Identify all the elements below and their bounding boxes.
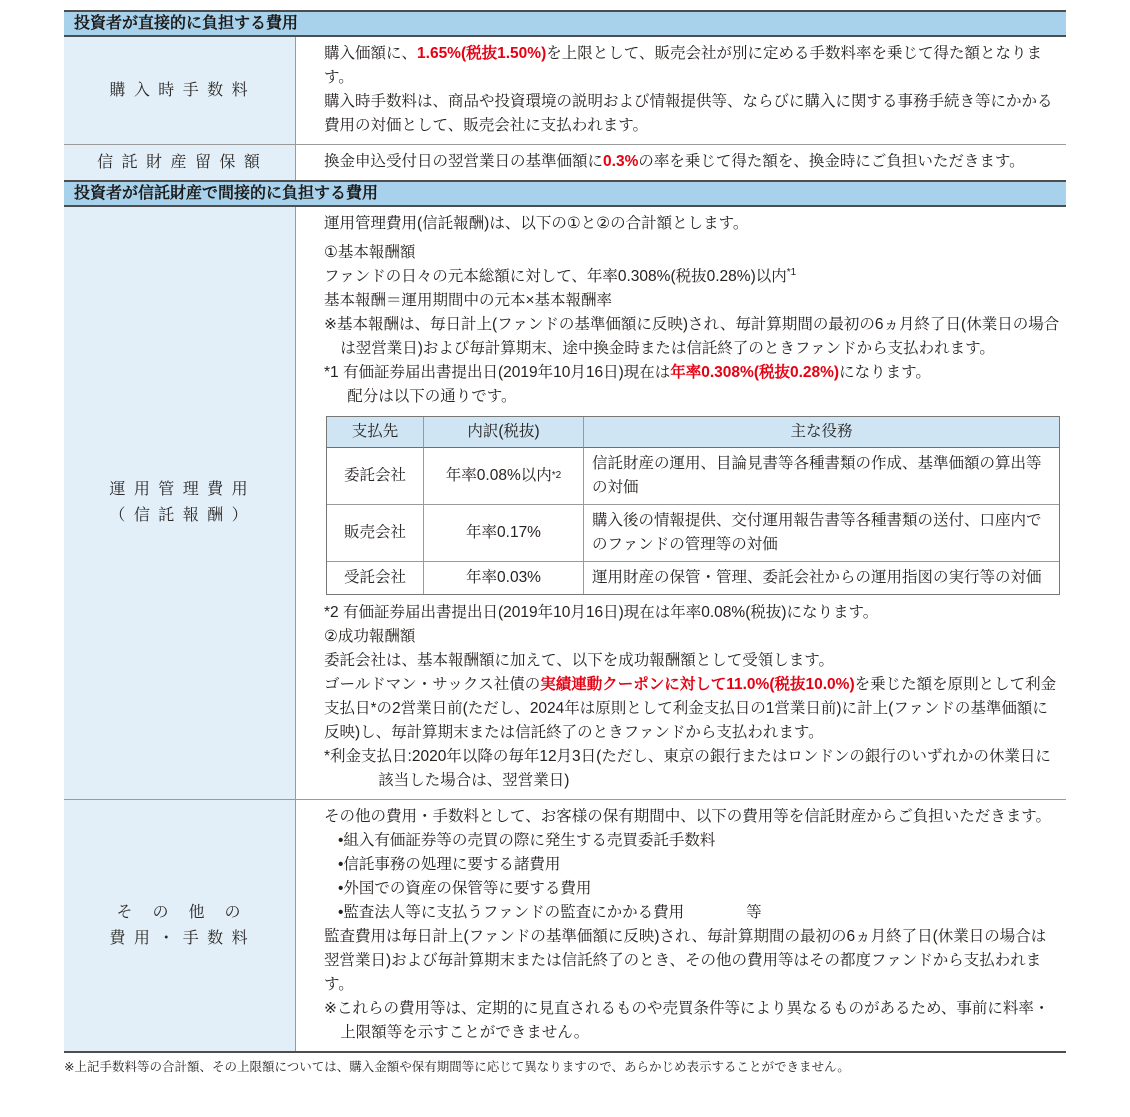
retention-pre: 換金申込受付日の翌営業日の基準価額に: [324, 153, 604, 170]
purchase-fee-p1-pre: 購入価額に、: [324, 45, 418, 62]
row-purchase-fee: [64, 37, 1066, 145]
basic-fee-title: ①基本報酬額: [324, 244, 416, 261]
other-fees-bullet-list: [324, 829, 1056, 925]
success-fee-intro: 委託会社は、基本報酬額に加えて、以下を成功報酬額として受領します。: [324, 652, 834, 669]
breakdown-row3-payee: 受託会社: [327, 562, 424, 594]
management-fee-label-line1: 運 用 管 理 費 用: [109, 481, 250, 498]
purchase-fee-content: [296, 37, 1066, 144]
retention-rate-highlight: 0.3%: [603, 153, 639, 170]
basic-fee-rate-text: ファンドの日々の元本総額に対して、年率0.308%(税抜0.28%)以内: [324, 268, 787, 285]
other-fees-content: [296, 800, 1066, 1051]
purchase-fee-label-text: 購 入 時 手 数 料: [109, 81, 250, 99]
breakdown-header-role: 主な役務: [584, 417, 1059, 448]
other-fees-label-line1: そ の 他 の: [116, 903, 243, 921]
basic-fee-daily-note: ※基本報酬は、毎日計上(ファンドの基準価額に反映)され、毎計算期間の最初の6ヵ月終了日(休業日の場合は翌営業日)および毎計算期末、途中換金時または信託終了のときファンドから支払われます。: [324, 316, 1060, 357]
row-retention-amount: [64, 145, 1066, 180]
section-header-indirect-costs: 投資者が信託財産で間接的に負担する費用: [64, 180, 1066, 207]
footnote-1-rate-highlight: 年率0.308%(税抜0.28%): [670, 364, 840, 381]
breakdown-row2-rate: [424, 505, 584, 562]
breakdown-row3-rate: [424, 562, 584, 594]
breakdown-row3-role: 運用財産の保管・管理、委託会社からの運用指図の実行等の対価: [592, 569, 1042, 586]
other-fees-label-line2: 費 用 ・ 手 数 料: [109, 929, 250, 947]
footnote-1-post: になります。: [839, 364, 931, 381]
basic-fee-rate-footnote-marker: *1: [786, 266, 797, 278]
success-fee-rate-highlight: 実績連動クーポンに対して11.0%(税抜10.0%): [540, 676, 855, 693]
footnote-1-pre: *1 有価証券届出書提出日(2019年10月16日)現在は: [324, 364, 671, 381]
other-fees-label: [64, 800, 296, 1051]
retention-paragraph: [324, 150, 1056, 174]
other-fees-disclaimer: ※これらの費用等は、定期的に見直されるものや売買条件等により異なるものがあるため、事前に料率・上限額等を示すことができません。: [324, 1000, 1050, 1041]
other-fees-bullet-3: •外国での資産の保管等に要する費用: [338, 880, 592, 897]
breakdown-row1-payee: 委託会社: [327, 448, 424, 505]
breakdown-row1-rate: 年率0.08%以内 *2: [424, 448, 584, 505]
breakdown-row2-payee: 販売会社: [327, 505, 424, 562]
fee-table: [64, 10, 1066, 1089]
retention-label: [64, 145, 296, 180]
retention-content: [296, 145, 1066, 180]
breakdown-header-payee: 支払先: [327, 417, 424, 448]
footnote-2: *2 有価証券届出書提出日(2019年10月16日)現在は年率0.08%(税抜)になります。: [324, 604, 879, 621]
breakdown-row3-rate-text: 年率0.03%: [466, 569, 541, 586]
purchase-fee-p1-post: を上限として、販売会社が別に定める手数料率を乗じて得た額となります。: [324, 45, 1042, 86]
section-header-direct-costs: 投資者が直接的に負担する費用: [64, 10, 1066, 37]
management-fee-intro: 運用管理費用(信託報酬)は、以下の①と②の合計額とします。: [324, 215, 749, 232]
breakdown-row1-rate-text: 年率0.08%以内: [445, 467, 552, 484]
basic-fee-rate: [324, 265, 1060, 289]
footnote-1-line2: 配分は以下の通りです。: [347, 388, 517, 405]
fee-breakdown-table: [326, 416, 1060, 595]
breakdown-row1-role: 信託財産の運用、目論見書等各種書類の作成、基準価額の算出等の対価: [584, 448, 1059, 505]
retention-post: の率を乗じて得た額を、換金時にご負担いただきます。: [638, 153, 1025, 170]
other-fees-bullet-2: •信託事務の処理に要する諸費用: [338, 856, 561, 873]
audit-fee-note: 監査費用は毎日計上(ファンドの基準価額に反映)され、毎計算期間の最初の6ヵ月終了日(休業日の場合は翌営業日)および毎計算期末または信託終了のとき、その他の費用等はその都度ファンドから支払われます。: [324, 928, 1047, 993]
success-fee-post: を乗じた額を原則として利金支払日*の2営業日前(ただし、2024年は原則として利金支払日の1営業日前)に計上(ファンドの基準価額に反映)し、毎計算期末または信託終了のときファンドから支払われます。: [324, 676, 1057, 741]
success-fee-title: ②成功報酬額: [324, 628, 416, 645]
row-other-fees: [64, 800, 1066, 1053]
management-fee-label-line2: （ 信 託 報 酬 ）: [109, 507, 250, 524]
retention-label-text: 信 託 財 産 留 保 額: [97, 153, 262, 171]
table-footnote: ※上記手数料等の合計額、その上限額については、購入金額や保有期間等に応じて異なりますので、あらかじめ表示することができません。: [64, 1060, 850, 1074]
other-fees-bullet-4: •監査法人等に支払うファンドの監査にかかる費用 等: [338, 904, 762, 921]
success-fee-paragraph: [324, 673, 1060, 745]
purchase-fee-paragraph-1: [324, 42, 1056, 90]
row-management-fee: [64, 207, 1066, 800]
coupon-payment-date-note: *利金支払日:2020年以降の毎年12月3日(ただし、東京の銀行またはロンドンの銀行のいずれかの休業日に該当した場合は、翌営業日): [324, 748, 1051, 789]
breakdown-header-rate: 内訳(税抜): [424, 417, 584, 448]
breakdown-row2-rate-text: 年率0.17%: [466, 524, 541, 541]
management-fee-content: [296, 207, 1070, 799]
purchase-fee-paragraph-2: 購入時手数料は、商品や投資環境の説明および情報提供等、ならびに購入に関する事務手続き等にかかる費用の対価として、販売会社に支払われます。: [324, 93, 1053, 134]
basic-fee-formula: 基本報酬＝運用期間中の元本×基本報酬率: [324, 292, 613, 309]
other-fees-intro: その他の費用・手数料として、お客様の保有期間中、以下の費用等を信託財産からご負担いただきます。: [324, 808, 1051, 825]
purchase-fee-label: [64, 37, 296, 144]
success-fee-pre: ゴールドマン・サックス社債の: [324, 676, 541, 693]
management-fee-label: [64, 207, 296, 799]
other-fees-bullet-1: •組入有価証券等の売買の際に発生する売買委託手数料: [338, 832, 716, 849]
breakdown-row2-role: 購入後の情報提供、交付運用報告書等各種書類の送付、口座内でのファンドの管理等の対価: [584, 505, 1059, 562]
purchase-fee-rate-highlight: 1.65%(税抜1.50%): [417, 45, 547, 62]
footnote-1-paragraph: [324, 361, 1060, 385]
